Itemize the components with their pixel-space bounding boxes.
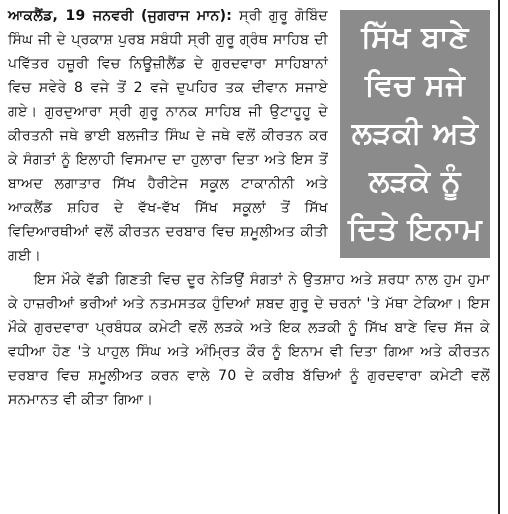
headline-line: ਵਿਚ ਸਜੇ — [364, 68, 466, 103]
headline-line: ਦਿਤੇ ਇਨਾਮ — [347, 212, 483, 247]
headline-line: ਲੜਕੇ ਨੂੰ — [369, 164, 461, 199]
column-rule — [498, 0, 500, 514]
news-article — [8, 4, 490, 412]
paragraph-1-text: ਸ੍ਰੀ ਗੁਰੂ ਗੋਬਿੰਦ ਸਿੰਘ ਜੀ ਦੇ ਪ੍ਰਕਾਸ਼ ਪੁਰਬ ਸਬੰਧੀ ਸ੍ਰੀ ਗੁਰੂ ਗ੍ਰੰਥ ਸਾਹਿਬ ਦੀ ਪਵਿੱਤਰ ਹਜ਼ੂਰੀ ਵਿਚ ਨਿਊਜ਼ੀਲੈਂਡ ਦੇ ਗੁਰਦਵਾਰਾ ਸਾਹਿਬਾਨਾਂ ਵਿਚ ਸਵੇਰੇ 8 ਵਜੇ ਤੋਂ 2 ਵਜੇ ਦੁਪਹਿਰ ਤਕ ਦੀਵਾਨ ਸਜਾਏ ਗਏ। ਗੁਰਦੁਆਰਾ ਸ੍ਰੀ ਗੁਰੂ ਨਾਨਕ ਸਾਹਿਬ ਜੀ ਉਟਾਹੂਹੂ ਦੇ ਕੀਰਤਨੀ ਜਥੇ ਭਾਈ ਬਲਜੀਤ ਸਿੰਘ ਦੇ ਜਥੇ ਵਲੋਂ ਕੀਰਤਨ ਕਰ ਕੇ ਸੰਗਤਾਂ ਨੂੰ ਇਲਾਹੀ ਵਿਸਮਾਦ ਦਾ ਹੁਲਾਰਾ ਦਿਤਾ ਅਤੇ ਇਸ ਤੋਂ ਬਾਅਦ ਲਗਾਤਾਰ ਸਿੱਖ ਹੈਰੀਟੇਜ ਸਕੂਲ ਟਾਕਾਨੀਨੀ ਅਤੇ ਆਕਲੈਂਡ ਸ਼ਹਿਰ ਦੇ ਵੱਖ-ਵੱਖ ਸਿੱਖ ਸਕੂਲਾਂ ਤੋਂ ਸਿੱਖ ਵਿਦਿਆਰਥੀਆਂ ਵਲੋਂ ਕੀਰਤਨ ਦਰਬਾਰ ਵਿਚ ਸ਼ਮੂਲੀਅਤ ਕੀਤੀ ਗਈ। — [8, 8, 328, 264]
headline-line: ਲੜਕੀ ਅਤੇ — [351, 116, 479, 151]
article-paragraph-2: ਇਸ ਮੌਕੇ ਵੱਡੀ ਗਿਣਤੀ ਵਿਚ ਦੂਰ ਨੇੜਿਉਂ ਸੰਗਤਾਂ ਨੇ ਉਤਸ਼ਾਹ ਅਤੇ ਸ਼ਰਧਾ ਨਾਲ ਹੁਮ ਹੁਮਾ ਕੇ ਹਾਜ਼ਰੀਆਂ ਭਰੀਆਂ ਅਤੇ ਨਤਮਸਤਕ ਹੁੰਦਿਆਂ ਸ਼ਬਦ ਗੁਰੂ ਦੇ ਚਰਨਾਂ 'ਤੇ ਮੱਥਾ ਟੇਕਿਆ। ਇਸ ਮੌਕੇ ਗੁਰਦਵਾਰਾ ਪ੍ਰਬੰਧਕ ਕਮੇਟੀ ਵਲੋਂ ਲੜਕੇ ਅਤੇ ਇਕ ਲੜਕੀ ਨੂੰ ਸਿੱਖ ਬਾਣੇ ਵਿਚ ਸੱਜ ਕੇ ਵਧੀਆ ਹੋਣ 'ਤੇ ਪਾਹੁਲ ਸਿੰਘ ਅਤੇ ਅੰਮ੍ਰਿਤ ਕੌਰ ਨੂੰ ਇਨਾਮ ਵੀ ਦਿਤਾ ਗਿਆ ਅਤੇ ਕੀਰਤਨ ਦਰਬਾਰ ਵਿਚ ਸ਼ਮੂਲੀਅਤ ਕਰਨ ਵਾਲੇ 70 ਦੇ ਕਰੀਬ ਬੱਚਿਆਂ ਨੂੰ ਗੁਰਦਵਾਰਾ ਕਮੇਟੀ ਵਲੋਂ ਸਨਮਾਨਤ ਵੀ ਕੀਤਾ ਗਿਆ। — [8, 272, 490, 408]
headline-line: ਸਿੱਖ ਬਾਣੇ — [361, 20, 469, 55]
dateline: ਆਕਲੈਂਡ, 19 ਜਨਵਰੀ (ਜੁਗਰਾਜ ਮਾਨ): — [8, 8, 233, 24]
headline-box — [340, 10, 490, 258]
